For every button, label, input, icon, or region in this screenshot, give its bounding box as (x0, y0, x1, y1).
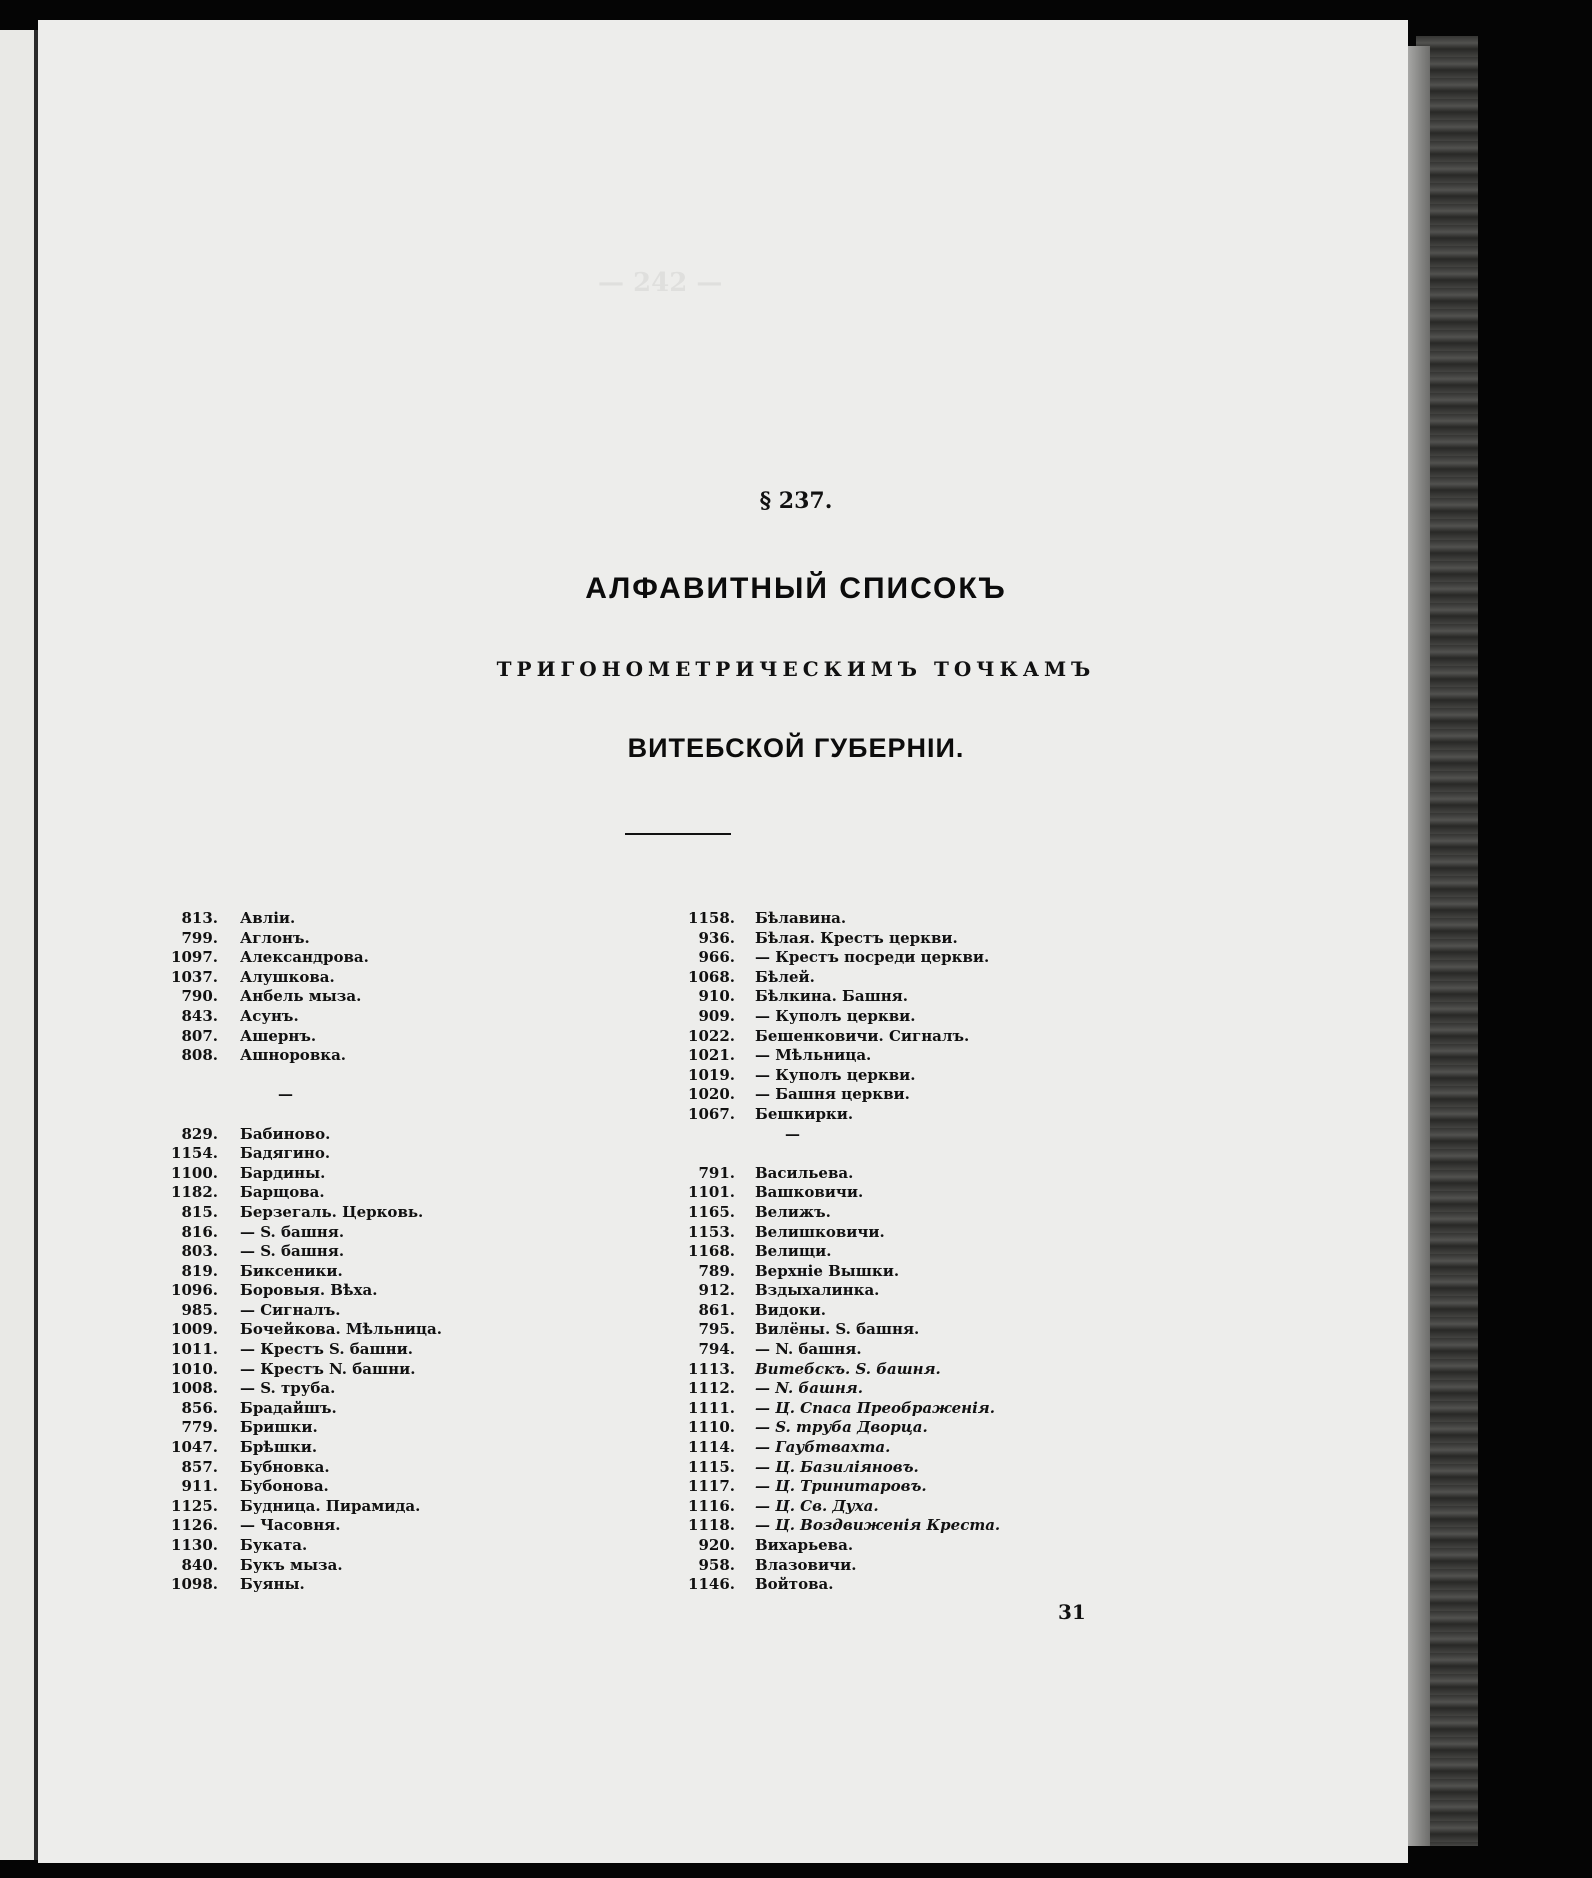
list-item (665, 1066, 1225, 1086)
point-name: — Ц. Св. Духа. (755, 1496, 879, 1515)
separator-row (665, 1144, 1225, 1164)
list-item (665, 1575, 1225, 1595)
point-name: Бардины. (240, 1163, 326, 1182)
point-name: Бубонова. (240, 1477, 329, 1496)
list-item (140, 1046, 700, 1066)
list-item (665, 1556, 1225, 1576)
list-item (665, 1536, 1225, 1556)
point-number: 1168. (688, 1242, 735, 1261)
point-number: 799. (181, 928, 218, 947)
point-name: — Ц. Базиліяновъ. (755, 1457, 919, 1476)
list-item (140, 1458, 700, 1478)
list-item (140, 1379, 700, 1399)
list-item (140, 1536, 700, 1556)
list-item (140, 987, 700, 1007)
list-item (140, 1556, 700, 1576)
point-name: Влазовичи. (755, 1555, 857, 1574)
point-number: 1011. (171, 1340, 218, 1359)
point-number: 1009. (171, 1320, 218, 1339)
point-name: Боровыя. Вѣха. (240, 1281, 378, 1300)
point-number: 1158. (688, 909, 735, 927)
point-number: 920. (698, 1536, 735, 1554)
point-number: 843. (181, 1006, 218, 1025)
point-number: 909. (698, 1006, 735, 1025)
point-name: Бубновка. (240, 1457, 330, 1476)
point-name: Бешенковичи. Сигналъ. (755, 1026, 970, 1045)
point-number: 1118. (688, 1516, 735, 1535)
point-name: — Ц. Спаса Преображенія. (755, 1398, 995, 1417)
point-number: 790. (181, 987, 218, 1006)
point-name: Ашернъ. (240, 1026, 317, 1045)
point-name: — S. труба. (240, 1379, 336, 1398)
point-name: Бабиново. (240, 1124, 331, 1143)
point-number: 795. (698, 1320, 735, 1339)
list-item (665, 1379, 1225, 1399)
list-item (140, 1301, 700, 1321)
point-name: — Куполъ церкви. (755, 1065, 916, 1084)
separator-row (140, 1085, 700, 1105)
list-item (665, 1399, 1225, 1419)
list-item (665, 1183, 1225, 1203)
list-item (140, 1418, 700, 1438)
point-number: 791. (698, 1163, 735, 1182)
point-number: 829. (181, 1124, 218, 1143)
point-number: 936. (698, 928, 735, 947)
point-number: 1010. (171, 1359, 218, 1378)
list-item (140, 1262, 700, 1282)
list-item (665, 1164, 1225, 1184)
list-item (140, 1438, 700, 1458)
point-name: Буката. (240, 1536, 308, 1554)
list-item (665, 1105, 1225, 1125)
point-name: — S. башня. (240, 1242, 345, 1261)
point-name: — Ц. Воздвиженія Креста. (755, 1516, 1001, 1535)
point-name: Бѣлкина. Башня. (755, 987, 908, 1006)
page-number: 31 (1058, 1600, 1086, 1624)
list-item (140, 909, 700, 929)
point-name: Вилёны. S. башня. (755, 1320, 920, 1339)
point-name: — S. башня. (240, 1222, 345, 1241)
point-name: — Гаубтвахта. (755, 1438, 891, 1457)
point-number: 1111. (688, 1398, 735, 1417)
section-number: § 237. (759, 488, 833, 514)
point-number: 857. (181, 1457, 218, 1476)
point-name: Алушкова. (240, 967, 335, 986)
list-item (665, 968, 1225, 988)
list-item (665, 1223, 1225, 1243)
point-number: 912. (698, 1281, 735, 1300)
list-item (665, 948, 1225, 968)
list-item (665, 1262, 1225, 1282)
list-item (665, 987, 1225, 1007)
list-item (140, 1125, 700, 1145)
list-item (140, 1164, 700, 1184)
list-item (140, 1281, 700, 1301)
point-number: 1154. (171, 1144, 218, 1163)
point-name: — Крестъ N. башни. (240, 1359, 416, 1378)
list-item (665, 1497, 1225, 1517)
list-item (140, 948, 700, 968)
left-column (140, 909, 700, 1595)
point-name: — S. труба Дворца. (755, 1418, 928, 1437)
point-name: Авліи. (240, 909, 296, 927)
list-item (140, 1575, 700, 1595)
point-name: — Часовня. (240, 1516, 341, 1535)
list-item (140, 1340, 700, 1360)
separator-row (665, 1125, 1225, 1145)
separator-dash: — (785, 1124, 800, 1143)
point-name: Ашноровка. (240, 1046, 347, 1065)
list-item (665, 1438, 1225, 1458)
point-number: 819. (181, 1261, 218, 1280)
point-number: 808. (181, 1046, 218, 1065)
point-name: Барщова. (240, 1183, 325, 1202)
point-number: 966. (698, 948, 735, 967)
list-item (140, 1399, 700, 1419)
point-number: 807. (181, 1026, 218, 1045)
point-name: Войтова. (755, 1575, 834, 1594)
point-number: 1019. (688, 1065, 735, 1084)
right-column (665, 909, 1225, 1595)
point-number: 985. (181, 1300, 218, 1319)
point-number: 1100. (171, 1163, 218, 1182)
point-number: 1182. (171, 1183, 218, 1202)
point-name: Букъ мыза. (240, 1555, 343, 1574)
point-number: 861. (698, 1300, 735, 1319)
point-number: 794. (698, 1340, 735, 1359)
list-item (665, 1242, 1225, 1262)
list-item (665, 1085, 1225, 1105)
point-name: Бѣлавина. (755, 909, 847, 927)
point-number: 1022. (688, 1026, 735, 1045)
list-item (665, 1320, 1225, 1340)
list-item (665, 1301, 1225, 1321)
list-item (140, 1497, 700, 1517)
point-name: — Сигналъ. (240, 1300, 341, 1319)
point-name: — Крестъ посреди церкви. (755, 948, 990, 967)
point-name: Брѣшки. (240, 1438, 318, 1457)
list-item (140, 1027, 700, 1047)
list-item (140, 929, 700, 949)
point-number: 1068. (688, 967, 735, 986)
point-number: 803. (181, 1242, 218, 1261)
point-name: — N. башня. (755, 1379, 863, 1398)
point-name: Видоки. (755, 1300, 826, 1319)
point-name: Берзегаль. Церковь. (240, 1202, 424, 1221)
point-name: Аглонъ. (240, 928, 310, 947)
point-number: 813. (181, 909, 218, 927)
point-number: 1114. (688, 1438, 735, 1457)
point-name: Бадягино. (240, 1144, 331, 1163)
point-name: Биксеники. (240, 1261, 343, 1280)
point-number: 1020. (688, 1085, 735, 1104)
point-number: 1098. (171, 1575, 218, 1594)
point-number: 958. (698, 1555, 735, 1574)
list-item (665, 1340, 1225, 1360)
point-name: Вашковичи. (755, 1183, 864, 1202)
point-name: Асунъ. (240, 1006, 299, 1025)
point-name: — Крестъ S. башни. (240, 1340, 413, 1359)
point-number: 910. (698, 987, 735, 1006)
point-name: Брадайшъ. (240, 1398, 337, 1417)
point-number: 840. (181, 1555, 218, 1574)
point-name: — Куполъ церкви. (755, 1006, 916, 1025)
list-item (140, 1007, 700, 1027)
point-name: Вихарьева. (755, 1536, 854, 1554)
point-name: Анбель мыза. (240, 987, 362, 1006)
list-item (140, 1360, 700, 1380)
point-number: 856. (181, 1398, 218, 1417)
point-number: 1117. (688, 1477, 735, 1496)
list-item (140, 1203, 700, 1223)
point-number: 1125. (171, 1496, 218, 1515)
point-name: Велищи. (755, 1242, 832, 1261)
point-name: Будница. Пирамида. (240, 1496, 421, 1515)
list-item (665, 1046, 1225, 1066)
separator-row (140, 1066, 700, 1086)
facing-page-edge (0, 30, 34, 1860)
point-name: Бешкирки. (755, 1104, 854, 1123)
bleed-through-header: — 242 — (598, 268, 723, 298)
point-number: 779. (181, 1418, 218, 1437)
point-number: 1165. (688, 1202, 735, 1221)
page-subtitle: ТРИГОНОМЕТРИЧЕСКИМЪ ТОЧКАМЪ (496, 657, 1096, 681)
point-number: 1126. (171, 1516, 218, 1535)
list-item (665, 1458, 1225, 1478)
point-name: Верхніе Вышки. (755, 1261, 900, 1280)
point-number: 1101. (688, 1183, 735, 1202)
point-number: 1096. (171, 1281, 218, 1300)
point-name: — Башня церкви. (755, 1085, 910, 1104)
point-number: 1097. (171, 948, 218, 967)
list-item (140, 968, 700, 988)
point-number: 1047. (171, 1438, 218, 1457)
point-number: 1113. (688, 1359, 735, 1378)
list-item (665, 1477, 1225, 1497)
point-number: 1116. (688, 1496, 735, 1515)
point-name: Бочейкова. Мѣльница. (240, 1320, 442, 1339)
page-title: АЛФАВИТНЫЙ СПИСОКЪ (585, 572, 1007, 605)
list-item (665, 929, 1225, 949)
point-name: Велижъ. (755, 1202, 831, 1221)
point-number: 1146. (688, 1575, 735, 1594)
point-number: 1115. (688, 1457, 735, 1476)
point-number: 1130. (171, 1536, 218, 1554)
list-item (140, 1223, 700, 1243)
list-item (665, 1516, 1225, 1536)
point-name: Бѣлей. (755, 967, 815, 986)
point-name: Вздыхалинка. (755, 1281, 880, 1300)
point-name: Буяны. (240, 1575, 305, 1594)
list-item (665, 909, 1225, 929)
separator-row (140, 1105, 700, 1125)
point-number: 911. (181, 1477, 218, 1496)
point-number: 815. (181, 1202, 218, 1221)
list-item (665, 1203, 1225, 1223)
point-name: Александрова. (240, 948, 369, 967)
list-item (665, 1007, 1225, 1027)
point-name: Витебскъ. S. башня. (755, 1359, 941, 1378)
point-number: 1067. (688, 1104, 735, 1123)
point-number: 1153. (688, 1222, 735, 1241)
list-item (665, 1360, 1225, 1380)
title-divider (625, 833, 731, 835)
point-name: Бришки. (240, 1418, 318, 1437)
list-item (140, 1320, 700, 1340)
point-name: Бѣлая. Крестъ церкви. (755, 928, 958, 947)
point-name: Васильева. (755, 1163, 854, 1182)
point-number: 1037. (171, 967, 218, 986)
list-item (140, 1516, 700, 1536)
list-item (140, 1477, 700, 1497)
list-item (665, 1027, 1225, 1047)
point-number: 816. (181, 1222, 218, 1241)
point-name: — Ц. Тринитаровъ. (755, 1477, 927, 1496)
list-item (140, 1183, 700, 1203)
point-number: 1008. (171, 1379, 218, 1398)
list-item (665, 1418, 1225, 1438)
point-number: 1112. (688, 1379, 735, 1398)
point-number: 1021. (688, 1046, 735, 1065)
point-name: — N. башня. (755, 1340, 862, 1359)
point-name: — Мѣльница. (755, 1046, 872, 1065)
list-item (140, 1242, 700, 1262)
page-subtitle-region: ВИТЕБСКОЙ ГУБЕРНІИ. (627, 733, 965, 763)
point-name: Велишковичи. (755, 1222, 885, 1241)
list-item (140, 1144, 700, 1164)
point-number: 789. (698, 1261, 735, 1280)
list-item (665, 1281, 1225, 1301)
separator-dash: — (278, 1085, 293, 1104)
point-number: 1110. (688, 1418, 735, 1437)
